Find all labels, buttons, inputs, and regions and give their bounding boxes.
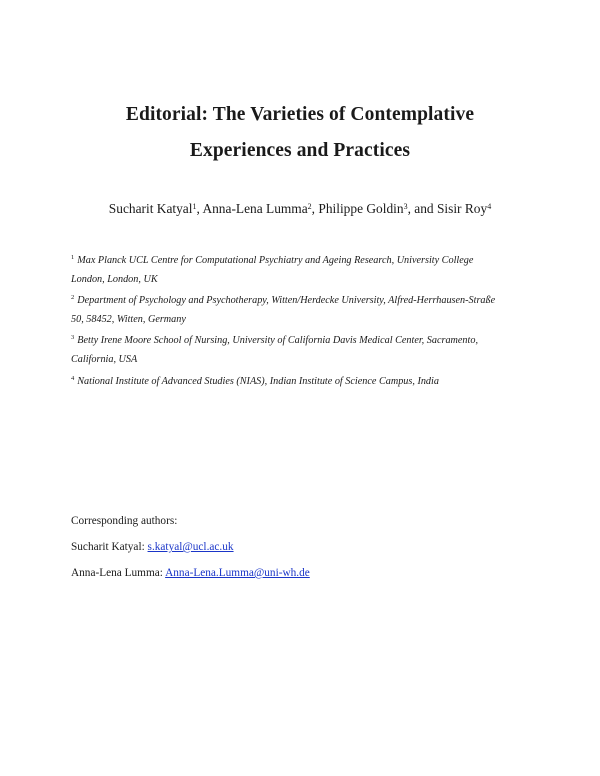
author-affil-mark: 3	[403, 202, 408, 211]
author	[109, 201, 203, 216]
author-separator: , and	[407, 201, 437, 216]
author-list	[0, 201, 600, 217]
author-name: Sisir Roy	[436, 201, 488, 216]
author-name: Anna-Lena Lumma	[202, 201, 308, 216]
title-line-2: Experiences and Practices	[189, 140, 411, 161]
author-name: Philippe Goldin	[318, 201, 404, 216]
author-affil-mark: 1	[192, 202, 197, 211]
author-affil-mark: 2	[307, 202, 312, 211]
author-name: Sucharit Katyal	[108, 201, 193, 216]
affiliation	[71, 249, 541, 289]
affiliation	[71, 329, 541, 369]
affiliation-text: Max Planck UCL Centre for Computational Psychiatry and Ageing Research, University College	[77, 255, 474, 266]
corresponding-contact	[71, 567, 310, 579]
contact-label: Anna-Lena Lumma:	[71, 567, 166, 579]
contact-label: Sucharit Katyal:	[71, 541, 148, 553]
affiliation-text: Department of Psychology and Psychotherapy, Witten/Herdecke University, Alfred-Herrhausen-Straße	[77, 295, 496, 307]
affiliation-text-cont: London, London, UK	[71, 273, 158, 285]
affiliation	[71, 370, 541, 392]
affiliation-text: National Institute of Advanced Studies (NIAS), Indian Institute of Science Campus, India	[77, 375, 439, 387]
author-affil-mark: 4	[487, 202, 492, 211]
affiliation-list	[71, 249, 541, 391]
affiliation-number: 3	[71, 334, 75, 342]
corresponding-contact	[71, 541, 234, 553]
affiliation-text-cont: 50, 58452, Witten, Germany	[71, 313, 186, 325]
author-separator: ,	[196, 201, 203, 216]
affiliation-number: 1	[71, 254, 75, 261]
email-link[interactable]: Anna-Lena.Lumma@uni-wh.de	[165, 567, 310, 579]
email-link[interactable]: s.katyal@ucl.ac.uk	[147, 541, 234, 553]
affiliation-text-cont: California, USA	[71, 353, 138, 365]
affiliation-number: 4	[71, 374, 75, 382]
corresponding-heading: Corresponding authors:	[71, 515, 178, 527]
title-line-1: Editorial: The Varieties of Contemplative	[125, 104, 475, 125]
author	[318, 201, 437, 216]
author	[202, 201, 318, 216]
author-separator: ,	[311, 201, 319, 216]
affiliation	[71, 289, 541, 329]
author	[437, 201, 491, 216]
affiliation-text: Betty Irene Moore School of Nursing, University of California Davis Medical Center, Sacramento,	[77, 335, 478, 347]
affiliation-number: 2	[71, 294, 75, 302]
